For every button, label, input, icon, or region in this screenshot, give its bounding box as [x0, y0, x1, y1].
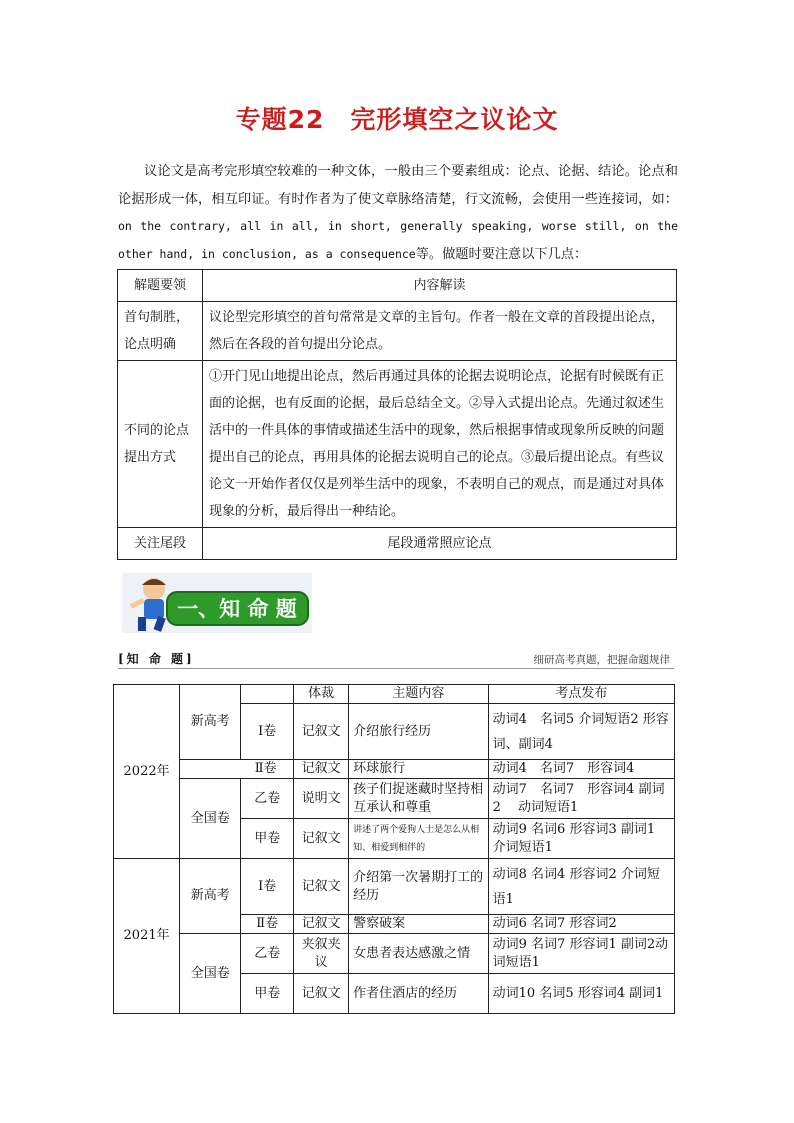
section-slogan: 细研高考真题，把握命题规律 — [533, 654, 670, 666]
table-row — [114, 779, 675, 819]
genre-cell: 夹叙夹议 — [294, 934, 349, 974]
points-cell: 动词4 名词5 介词短语2 形容词、副词4 — [488, 704, 674, 760]
points-cell: 动词6 名词7 形容词2 — [488, 915, 674, 934]
genre-cell: 记叙文 — [294, 760, 349, 779]
topic-cell: 环球旅行 — [349, 760, 488, 779]
tip-name: 首句制胜，论点明确 — [118, 302, 203, 361]
section-header — [118, 650, 674, 669]
group-cell: 全国卷 — [180, 779, 241, 859]
year-cell: 2021年 — [114, 859, 180, 1014]
points-cell: 动词10 名词5 形容词4 副词1 — [488, 974, 674, 1014]
table-header-row — [114, 685, 675, 704]
tip-content: 议论型完形填空的首句常常是文章的主旨句。作者一般在文章的首段提出论点，然后在各段的首句提出分论点。 — [203, 302, 677, 361]
genre-cell: 记叙文 — [294, 859, 349, 915]
points-cell: 动词4 名词7 形容词4 — [488, 760, 674, 779]
tip-name: 关注尾段 — [118, 528, 203, 560]
topic-cell: 讲述了两个爱狗人士是怎么从相知、相爱到相伴的 — [349, 819, 488, 859]
header-cell: 解题要领 — [118, 270, 203, 302]
genre-cell: 记叙文 — [294, 974, 349, 1014]
topic-cell: 介绍第一次暑期打工的经历 — [349, 859, 488, 915]
intro-paragraph: 议论文是高考完形填空较难的一种文体，一般由三个要素组成：论点、论据、结论。论点和论据形成一体，相互印证。有时作者为了使文章脉络清楚，行文流畅，会使用一些连接词，如：on the contrary, all in all, in short, generally speaking, worse still, on the other hand, in conclusion, as a consequence等。做题时要注意以下几点： — [118, 164, 678, 262]
connector-words: on the contrary, all in all, in short, generally speaking, worse still, on the other hand, in conclusion, as a consequence — [118, 219, 678, 261]
banner-text: 一、知 命 题 — [177, 597, 297, 621]
group-cell: 新高考 — [180, 859, 241, 934]
genre-cell: 记叙文 — [294, 819, 349, 859]
header-cell: 内容解读 — [203, 270, 677, 302]
table-row — [118, 361, 677, 528]
exam-table — [113, 684, 675, 1014]
table-header-row — [118, 270, 677, 302]
tips-table — [117, 269, 677, 560]
year-cell: 2022年 — [114, 685, 180, 859]
header-cell: 主题内容 — [349, 685, 488, 704]
paper-cell: Ⅰ卷 — [241, 859, 294, 915]
table-row — [114, 760, 675, 779]
group-cell: 新高考 — [180, 685, 241, 760]
paper-cell: 乙卷 — [241, 934, 294, 974]
page-title: 专题22 完形填空之议论文 — [235, 105, 559, 134]
points-cell: 动词9 名词7 形容词1 副词2动词短语1 — [488, 934, 674, 974]
table-row — [118, 302, 677, 361]
genre-cell: 说明文 — [294, 779, 349, 819]
header-cell: 体裁 — [294, 685, 349, 704]
topic-cell: 孩子们捉迷藏时坚持相互承认和尊重 — [349, 779, 488, 819]
topic-cell: 女患者表达感激之情 — [349, 934, 488, 974]
section-banner — [122, 573, 312, 633]
table-row — [114, 859, 675, 915]
genre-cell: 记叙文 — [294, 704, 349, 760]
topic-cell: 作者住酒店的经历 — [349, 974, 488, 1014]
paper-cell: Ⅱ卷 — [241, 915, 294, 934]
topic-cell: 介绍旅行经历 — [349, 704, 488, 760]
paper-cell: 甲卷 — [241, 819, 294, 859]
paper-cell: Ⅱ卷 — [180, 760, 294, 779]
paper-cell: 甲卷 — [241, 974, 294, 1014]
tip-content: 尾段通常照应论点 — [203, 528, 677, 560]
tip-content: ①开门见山地提出论点，然后再通过具体的论据去说明论点，论据有时候既有正面的论据，也有反面的论据，最后总结全文。②导入式提出论点。先通过叙述生活中的一件具体的事情或描述生活中的现象，然后根据事情或现象所反映的问题提出自己的论点，再用具体的论据去说明自己的论点。③最后提出论点。有些议论文一开始作者仅仅是列举生活中的现象，不表明自己的观点，而是通过对具体现象的分析，最后得出一种结论。 — [203, 361, 677, 528]
paper-cell: Ⅰ卷 — [241, 704, 294, 760]
points-cell: 动词8 名词4 形容词2 介词短语1 — [488, 859, 674, 915]
topic-cell: 警察破案 — [349, 915, 488, 934]
genre-cell: 记叙文 — [294, 915, 349, 934]
table-row — [118, 528, 677, 560]
points-cell: 动词7 名词7 形容词4 副词2 动词短语1 — [488, 779, 674, 819]
group-cell: 全国卷 — [180, 934, 241, 1014]
header-cell: 考点发布 — [488, 685, 674, 704]
table-row — [114, 934, 675, 974]
tip-name: 不同的论点提出方式 — [118, 361, 203, 528]
points-cell: 动词9 名词6 形容词3 副词1 介词短语1 — [488, 819, 674, 859]
section-label: [知 命 题] — [118, 652, 195, 666]
paper-cell: 乙卷 — [241, 779, 294, 819]
